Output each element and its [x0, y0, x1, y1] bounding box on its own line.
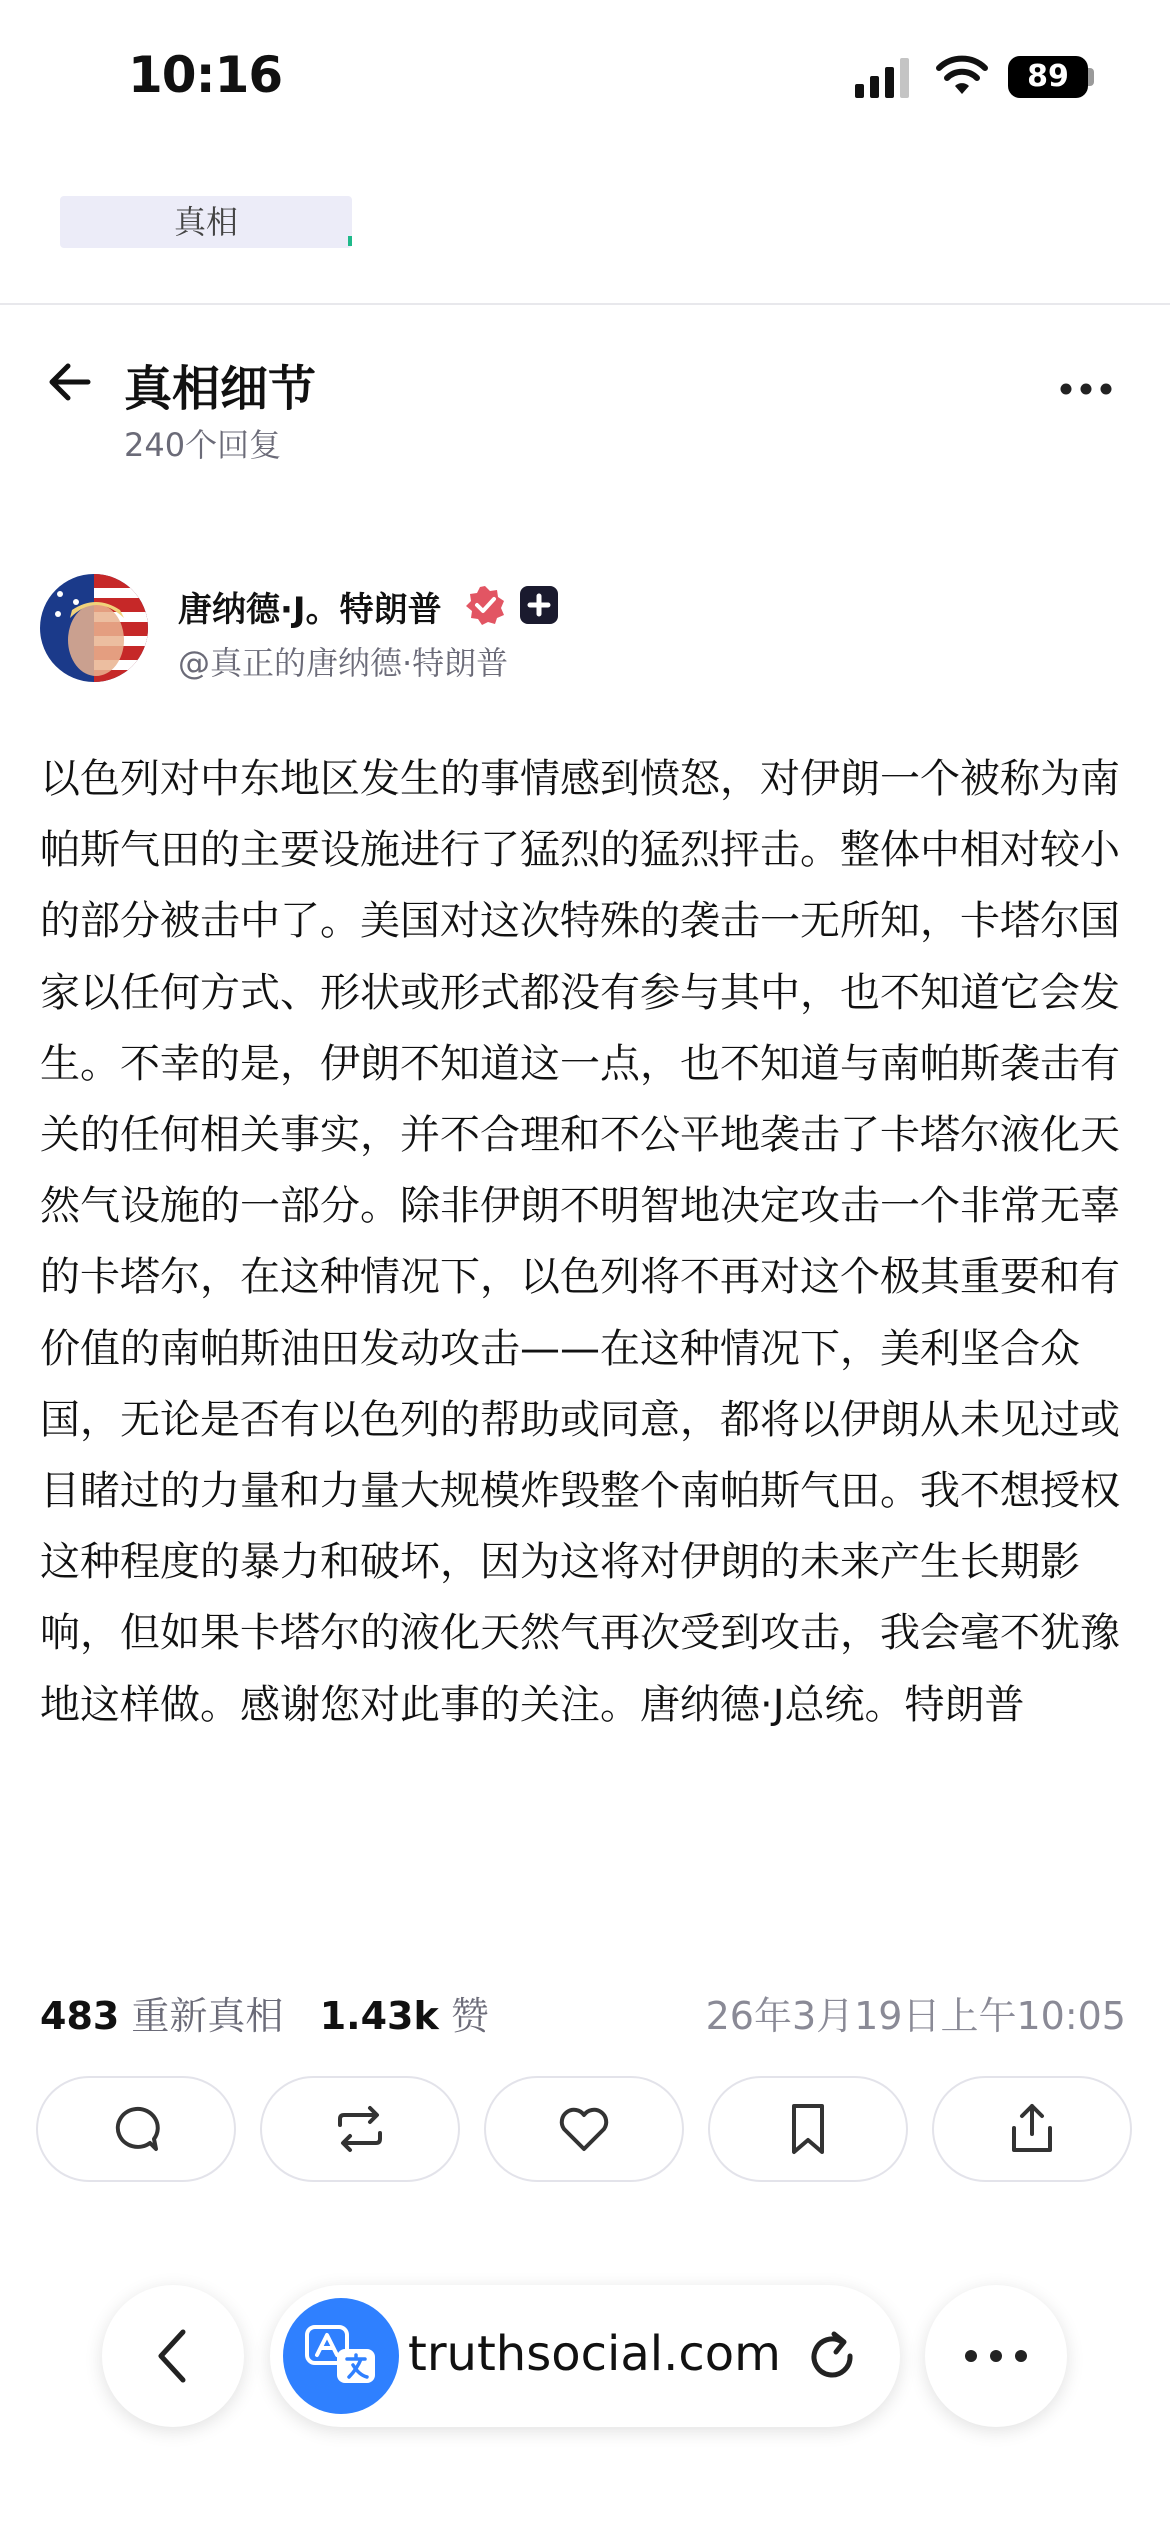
chevron-left-icon: [153, 2326, 193, 2386]
retruths-label: 重新真相: [131, 1994, 284, 2038]
status-time: 10:16: [128, 46, 283, 104]
tab-truth[interactable]: 真相: [60, 196, 352, 248]
url-text[interactable]: truthsocial.com: [408, 2326, 781, 2382]
browser-more-button[interactable]: [925, 2285, 1067, 2427]
back-arrow-icon[interactable]: [44, 356, 96, 408]
post-body: 以色列对中东地区发生的事情感到愤怒，对伊朗一个被称为南帕斯气田的主要设施进行了猛烈的猛烈抨击。整体中相对较小的部分被击中了。美国对这次特殊的袭击一无所知，卡塔尔国家以任何方式、形状或形式都没有参与其中，也不知道它会发生。不幸的是，伊朗不知道这一点，也不知道与南帕斯袭击有关的任何相关事实，并不合理和不公平地袭击了卡塔尔液化天然气设施的一部分。除非伊朗不明智地决定攻击一个非常无辜的卡塔尔，在这种情况下，以色列将不再对这个极其重要和有价值的南帕斯油田发动攻击——在这种情况下，美利坚合众国，无论是否有以色列的帮助或同意，都将以伊朗从未见过或目睹过的力量和力量大规模炸毁整个南帕斯气田。我不想授权这种程度的暴力和破坏，因为这将对伊朗的未来产生长期影响，但如果卡塔尔的液化天然气再次受到攻击，我会毫不犹豫地这样做。感谢您对此事的关注。唐纳德·J总统。特朗普: [40, 756, 1120, 1728]
reload-icon[interactable]: [800, 2326, 864, 2390]
translate-icon: [301, 2321, 381, 2391]
like-button[interactable]: [484, 2076, 684, 2182]
more-options-icon: [964, 2349, 1028, 2363]
avatar[interactable]: [40, 574, 148, 682]
tab-indicator: [348, 236, 352, 246]
translate-button[interactable]: [283, 2298, 399, 2414]
battery-indicator: 89: [1008, 56, 1088, 98]
verified-badge-icon: [464, 584, 506, 626]
reply-button[interactable]: [36, 2076, 236, 2182]
battery-cap: [1088, 68, 1094, 86]
cellular-signal-icon: [855, 58, 915, 98]
browser-back-button[interactable]: [102, 2285, 244, 2427]
retruths-count[interactable]: 483: [40, 1994, 120, 2038]
bookmark-icon: [786, 2102, 830, 2156]
likes-count[interactable]: 1.43k: [319, 1994, 439, 2038]
page-title: 真相细节: [124, 361, 317, 417]
bookmark-button[interactable]: [708, 2076, 908, 2182]
comment-icon: [110, 2103, 162, 2155]
heart-icon: [556, 2103, 612, 2155]
post-timestamp: 26年3月19日上午10:05: [705, 1994, 1126, 2038]
likes-label: 赞: [450, 1994, 489, 2038]
more-options-icon[interactable]: [1060, 383, 1112, 395]
post-stats: [40, 1985, 489, 2040]
header-divider: [0, 303, 1170, 305]
plus-badge-icon: [520, 586, 558, 624]
repost-icon: [332, 2103, 388, 2155]
share-button[interactable]: [932, 2076, 1132, 2182]
reply-count[interactable]: 240个回复: [124, 426, 282, 464]
author-name[interactable]: 唐纳德·J。特朗普: [178, 590, 442, 630]
share-icon: [1006, 2102, 1058, 2156]
retruth-button[interactable]: [260, 2076, 460, 2182]
author-handle[interactable]: @真正的唐纳德·特朗普: [178, 644, 509, 682]
wifi-icon: [935, 54, 989, 98]
